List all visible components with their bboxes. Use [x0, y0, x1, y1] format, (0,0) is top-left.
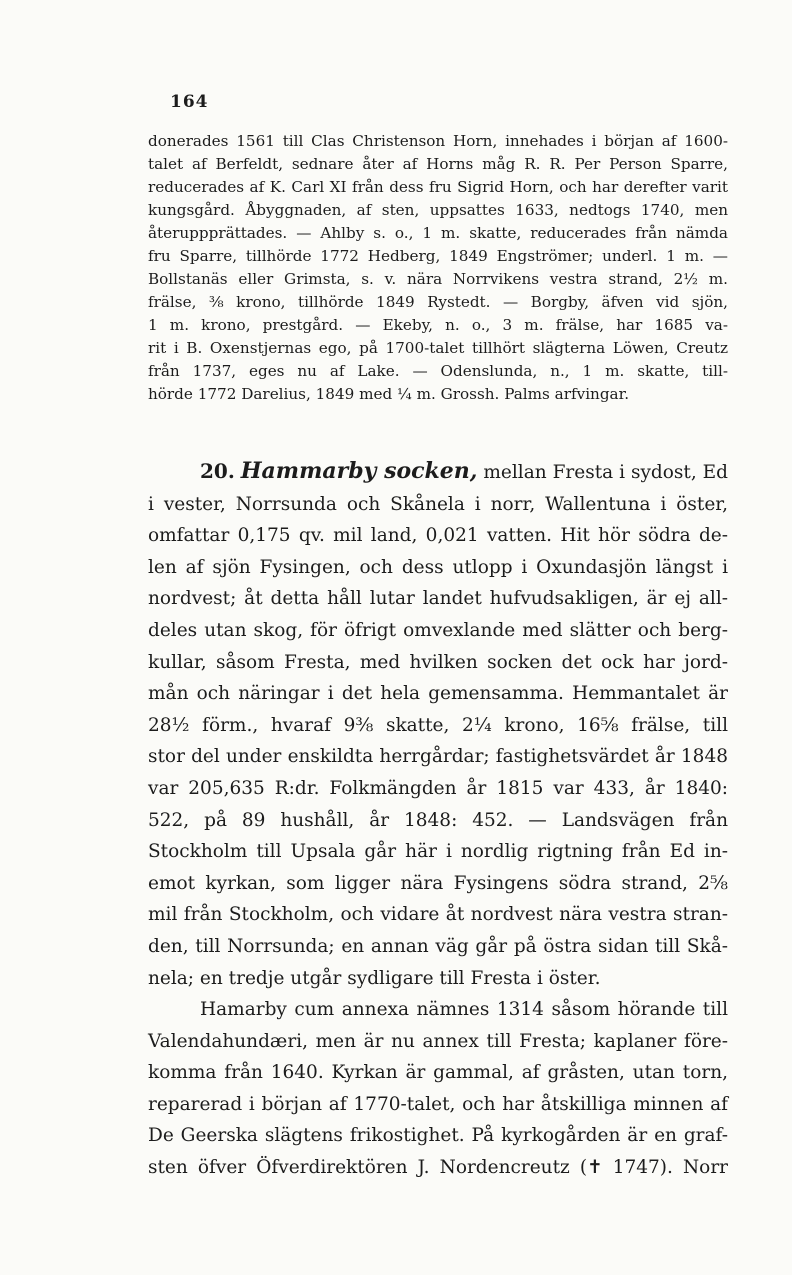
text-line: len af sjön Fysingen, och dess utlopp i Oxundasjön längst i — [148, 556, 728, 578]
text-line: mellan Fresta i sydost, Ed — [483, 462, 728, 483]
text-line: kungsgård. Åbyggnaden, af sten, uppsattes 1633, nedtogs 1740, men — [148, 201, 728, 219]
text-line: nela; en tredje utgår sydligare till Fresta i öster. — [148, 967, 601, 989]
text-line: 522, på 89 hushåll, år 1848: 452. — Landsvägen från — [148, 809, 728, 831]
text-line: kullar, såsom Fresta, med hvilken socken det ock har jord- — [148, 651, 728, 673]
text-line: emot kyrkan, som ligger nära Fysingens södra strand, 2⅝ — [148, 872, 728, 894]
section-title: Hammarby socken, — [240, 458, 478, 484]
text-line: hörde 1772 Darelius, 1849 med ¼ m. Grossh. Palms arfvingar. — [148, 385, 630, 403]
text-line: Valendahundæri, men är nu annex till Fresta; kaplaner före- — [148, 1030, 728, 1052]
text-line: i vester, Norrsunda och Skånela i norr, Wallentuna i öster, — [148, 493, 728, 515]
text-line: Bollstanäs eller Grimsta, s. v. nära Norrvikens vestra strand, 2½ m. — [148, 270, 728, 288]
text-line: donerades 1561 till Clas Christenson Horn, innehades i början af 1600- — [148, 132, 728, 150]
section-heading-line — [148, 456, 728, 489]
text-line: mil från Stockholm, och vidare åt nordvest nära vestra stran- — [148, 904, 728, 926]
section-hammarby — [148, 456, 728, 1184]
text-line: frälse, ⅜ krono, tillhörde 1849 Rystedt. — Borgby, äfven vid sjön, — [148, 293, 728, 311]
text-line: reparerad i början af 1770-talet, och har åtskilliga minnen af — [148, 1093, 728, 1115]
text-line: Hamarby cum annexa nämnes 1314 såsom hörande till — [200, 999, 728, 1021]
text-line: talet af Berfeldt, sednare åter af Horns måg R. R. Per Person Sparre, — [148, 155, 728, 173]
text-line: stor del under enskildta herrgårdar; fastighetsvärdet år 1848 — [148, 746, 728, 768]
text-line: den, till Norrsunda; en annan väg går på östra sidan till Skå- — [148, 935, 728, 957]
text-line: De Geerska slägtens frikostighet. På kyrkogården är en graf- — [148, 1125, 728, 1147]
text-line: var 205,635 R:dr. Folkmängden år 1815 var 433, år 1840: — [148, 777, 728, 799]
text-line: nordvest; åt detta håll lutar landet hufvudsakligen, är ej all- — [148, 588, 728, 610]
text-line: deles utan skog, för öfrigt omvexlande med slätter och berg- — [148, 619, 728, 641]
text-line: sten öfver Öfverdirektören J. Nordencreutz (✝ 1747). Norr — [148, 1157, 728, 1179]
text-line: fru Sparre, tillhörde 1772 Hedberg, 1849 Engströmer; underl. 1 m. — — [148, 247, 728, 265]
section-number: 20. — [200, 459, 235, 483]
text-line: mån och näringar i det hela gemensamma. Hemmantalet är — [148, 683, 728, 705]
top-paragraph — [148, 130, 728, 406]
text-line: från 1737, eges nu af Lake. — Odenslunda, n., 1 m. skatte, till- — [148, 362, 728, 380]
text-line: reducerades af K. Carl XI från dess fru Sigrid Horn, och har derefter varit — [148, 178, 728, 196]
text-line: återuppprättades. — Ahlby s. o., 1 m. skatte, reducerades från nämda — [148, 224, 728, 242]
text-line: omfattar 0,175 qv. mil land, 0,021 vatten. Hit hör södra de- — [148, 525, 728, 547]
text-line: rit i B. Oxenstjernas ego, på 1700-talet tillhört slägterna Löwen, Creutz — [148, 339, 728, 357]
text-line: 1 m. krono, prestgård. — Ekeby, n. o., 3 m. frälse, har 1685 va- — [148, 316, 728, 334]
page-number: 164 — [170, 92, 209, 112]
text-line: 28½ förm., hvaraf 9⅜ skatte, 2¼ krono, 16⅝ frälse, till — [148, 714, 728, 736]
text-line: Stockholm till Upsala går här i nordlig rigtning från Ed in- — [148, 841, 728, 863]
text-line: komma från 1640. Kyrkan är gammal, af gråsten, utan torn, — [148, 1062, 728, 1084]
